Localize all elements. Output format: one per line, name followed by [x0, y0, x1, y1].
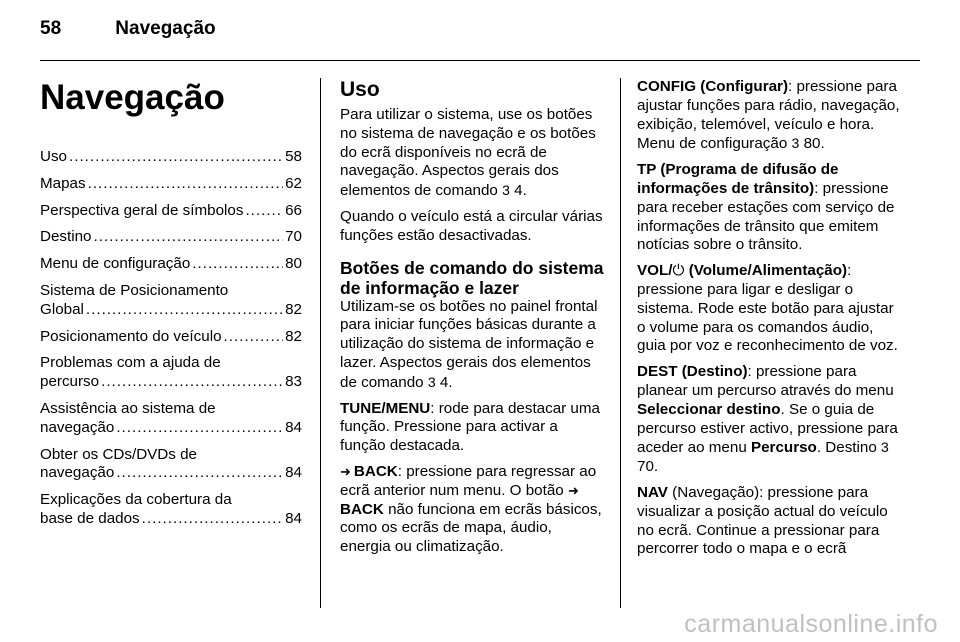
toc-entry-title: Sistema de Posicionamento [40, 281, 229, 299]
toc-entry-line [40, 175, 302, 194]
toc-entry-title: base de dados [40, 509, 140, 527]
toc-entry-line [40, 301, 302, 320]
toc-entry-title: navegação [40, 464, 115, 482]
toc-leader-dots [94, 228, 284, 247]
toc-entry[interactable] [40, 354, 302, 392]
toc-entry[interactable] [40, 282, 302, 320]
toc-entry[interactable] [40, 400, 302, 438]
table-of-contents [40, 148, 302, 529]
tp-item: TP (Programa de difusão de informações de trânsito): pressione para receber estações com serviço de informações de trânsito que emitem notícias sobre o trânsito. [637, 161, 895, 254]
page-ref-icon: 3 [502, 182, 510, 199]
toc-entry-title: Global [40, 300, 84, 318]
header-section-title: Navegação [115, 18, 216, 39]
toc-entry-title: Perspectiva geral de símbolos [40, 201, 244, 219]
toc-leader-dots [101, 373, 283, 392]
page-ref-icon: 3 [427, 373, 436, 390]
page-ref-icon: 3 [881, 439, 889, 456]
toc-entry[interactable] [40, 446, 302, 484]
toc-entry-title: Menu de configuração [40, 255, 191, 273]
section-heading-botoes: Botões de comando do sistema de informação e lazer [340, 257, 604, 298]
toc-leader-dots [88, 175, 284, 194]
page-header [40, 18, 216, 40]
toc-entry-line [40, 148, 302, 167]
toc-entry-line [40, 255, 302, 274]
page-ref-icon: 3 [791, 135, 800, 152]
toc-page-number: 70 [285, 228, 302, 246]
back-arrow-icon: ➜ [340, 463, 351, 479]
toc-column [40, 78, 302, 537]
toc-entry-title: Assistência ao sistema de [40, 399, 216, 417]
config-item: CONFIG (Configurar): pressione para ajustar funções para rádio, navegação, exibição, telemóvel, veículo e hora. Menu de configuração 3 80. [637, 78, 900, 153]
back-item: ➜ BACK: pressione para regressar ao ecrã anterior num menu. O botão ➜BACK não funciona em ecrãs básicos, como os ecrãs de mapa, áudio, energia ou climatização. [340, 462, 602, 556]
toc-entry-title: Problemas com a ajuda de [40, 354, 221, 372]
toc-entry-line [40, 373, 302, 392]
toc-entry-title: Uso [40, 148, 68, 165]
toc-entry-title: navegação [40, 418, 115, 436]
toc-page-number: 84 [285, 509, 302, 527]
toc-leader-dots [86, 301, 283, 320]
toc-entry[interactable] [40, 148, 302, 167]
chapter-title: Navegação [40, 78, 225, 117]
toc-page-number: 82 [285, 300, 302, 318]
toc-entry-line [40, 419, 302, 438]
toc-entry[interactable] [40, 175, 302, 194]
toc-entry-title: Obter os CDs/DVDs de [40, 445, 197, 463]
content-column-2 [340, 78, 604, 564]
toc-entry-title: Posicionamento do veículo [40, 327, 222, 345]
toc-leader-dots [245, 202, 283, 221]
content-column-3 [637, 78, 905, 566]
toc-page-number: 82 [285, 327, 302, 345]
power-icon: ⏻ [672, 262, 685, 280]
toc-entry[interactable] [40, 255, 302, 274]
toc-entry-title: Mapas [40, 174, 86, 192]
toc-entry[interactable] [40, 491, 302, 529]
toc-entry[interactable] [40, 202, 302, 221]
nav-item: NAV (Navegação): pressione para visualizar a posição actual do veículo no ecrã. Continue a pressionar para percorrer todo o mapa e o ecrã [637, 483, 888, 558]
toc-page-number: 84 [285, 418, 302, 436]
toc-page-number: 80 [285, 255, 302, 273]
toc-entry-title: percurso [40, 373, 100, 391]
toc-entry-line [40, 510, 302, 529]
column-divider-1 [320, 78, 321, 608]
vol-item: VOL/⏻ (Volume/Alimentação): pressione para ligar e desligar o sistema. Rode este botão para ajustar o volume para os comandos áudio, guia por voz e reconhecimento de voz. [637, 262, 898, 355]
toc-entry-line [40, 228, 302, 247]
toc-entry[interactable] [40, 328, 302, 347]
column-divider-2 [620, 78, 621, 608]
toc-entry-line [40, 464, 302, 483]
toc-leader-dots [69, 148, 283, 167]
toc-page-number: 66 [285, 201, 302, 219]
toc-page-number: 84 [285, 464, 302, 482]
uso-paragraph-1: Para utilizar o sistema, use os botões no sistema de navegação e os botões do ecrã disponíveis no ecrã de navegação. Aspectos gerais dos elementos de comando 3 4. [340, 106, 596, 200]
toc-leader-dots [116, 464, 283, 483]
toc-entry-line [40, 202, 302, 221]
botoes-paragraph-1: Utilizam-se os botões no painel frontal para iniciar funções básicas durante a utilização do sistema de informação e lazer. Aspectos gerais dos elementos de comando 3 4. [340, 297, 598, 391]
toc-leader-dots [142, 510, 283, 529]
toc-page-number: 83 [285, 373, 302, 391]
toc-leader-dots [116, 419, 283, 438]
section-heading-uso: Uso [340, 78, 380, 101]
toc-page-number: 58 [285, 148, 302, 165]
toc-page-number: 62 [285, 174, 302, 192]
toc-entry-title: Explicações da cobertura da [40, 491, 232, 509]
tune-menu-item: TUNE/MENU: rode para destacar uma função. Pressione para activar a função destacada. [340, 399, 600, 455]
toc-entry[interactable] [40, 228, 302, 247]
uso-paragraph-2: Quando o veículo está a circular várias funções estão desactivadas. [340, 207, 603, 244]
back-arrow-icon: ➜ [567, 482, 579, 498]
header-rule [40, 60, 920, 61]
toc-leader-dots [224, 328, 284, 347]
toc-entry-line [40, 328, 302, 347]
page-number: 58 [40, 18, 62, 39]
toc-entry-title: Destino [40, 228, 92, 246]
dest-item: DEST (Destino): pressione para planear um percurso através do menu Seleccionar destino. Se o guia de percurso estiver activo, pressione para aceder ao menu Percurso. Destino 3 70. [637, 363, 898, 476]
toc-leader-dots [192, 255, 283, 274]
watermark: carmanualsonline.info [684, 610, 938, 638]
